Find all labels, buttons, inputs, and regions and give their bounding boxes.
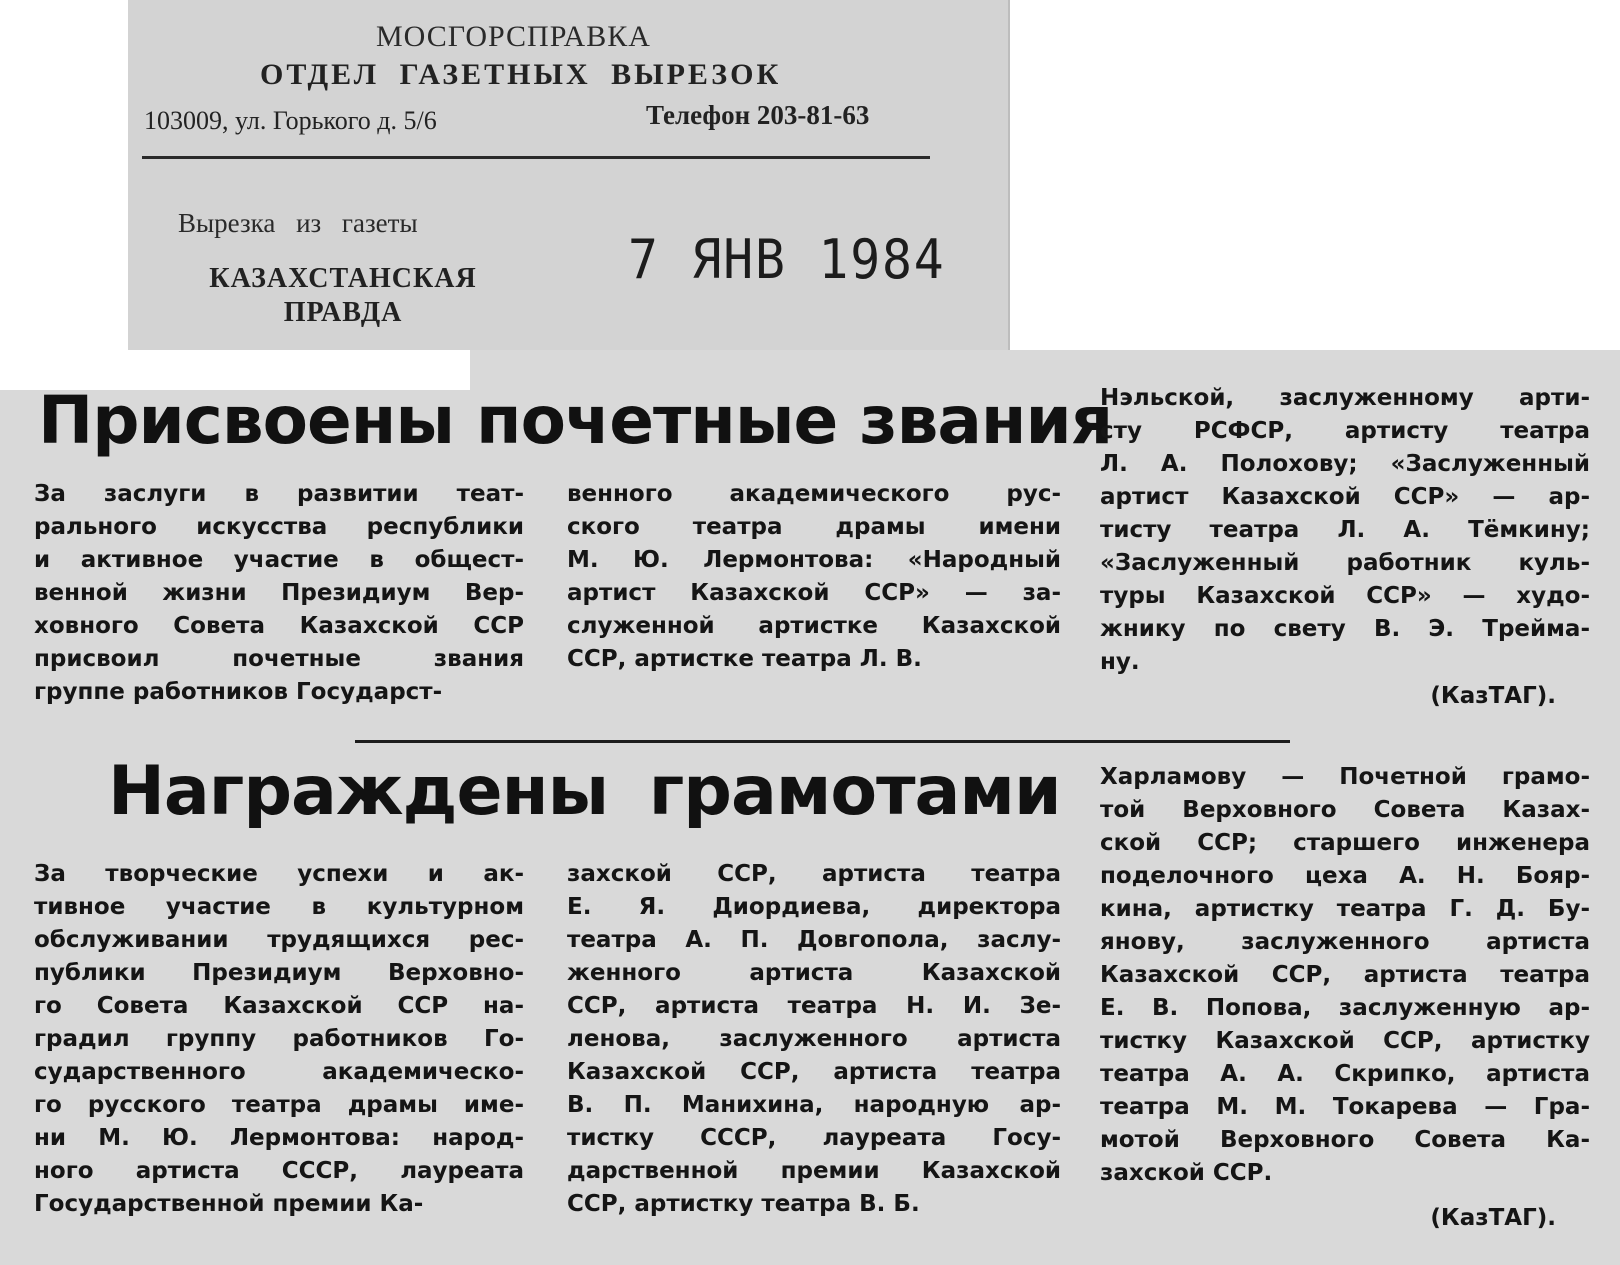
text-line: дарственной премии Казахской bbox=[567, 1158, 1061, 1184]
text-line: Е. Я. Диордиева, директора bbox=[567, 894, 1061, 920]
text-line: тисту театра Л. А. Тёмкину; bbox=[1100, 517, 1590, 543]
text-line: театра А. А. Скрипко, артиста bbox=[1100, 1061, 1590, 1087]
text-line: обслуживании трудящихся рес- bbox=[34, 927, 524, 953]
text-line: градил группу работников Го- bbox=[34, 1026, 524, 1052]
text-line: мотой Верховного Совета Ка- bbox=[1100, 1127, 1590, 1153]
text-line: венной жизни Президиум Вер- bbox=[34, 580, 524, 606]
text-line: ленова, заслуженного артиста bbox=[567, 1026, 1061, 1052]
text-line: ской ССР; старшего инженера bbox=[1100, 830, 1590, 856]
text-line: жнику по свету В. Э. Трейма- bbox=[1100, 616, 1590, 642]
text-line: ну. bbox=[1100, 649, 1140, 675]
text-line: театра М. М. Токарева — Гра- bbox=[1100, 1094, 1590, 1120]
text-line: Е. В. Попова, заслуженную ар- bbox=[1100, 995, 1590, 1021]
text-line: той Верховного Совета Казах- bbox=[1100, 797, 1590, 823]
text-line: ССР, артистку театра В. Б. bbox=[567, 1191, 920, 1217]
text-line: венного академического рус- bbox=[567, 481, 1061, 507]
text-line: ского театра драмы имени bbox=[567, 514, 1061, 540]
article2-headline: Награждены грамотами bbox=[108, 752, 1061, 831]
article2-column-1 bbox=[34, 858, 524, 1221]
article2-source-wrap bbox=[1100, 1202, 1556, 1235]
text-line: Казахской ССР, артиста театра bbox=[567, 1059, 1061, 1085]
text-line: и активное участие в общест- bbox=[34, 547, 524, 573]
text-line: тивное участие в культурном bbox=[34, 894, 524, 920]
text-line: присвоил почетные звания bbox=[34, 646, 524, 672]
text-line: женного артиста Казахской bbox=[567, 960, 1061, 986]
text-line: Харламову — Почетной грамо- bbox=[1100, 764, 1590, 790]
text-line: группе работников Государст- bbox=[34, 679, 443, 705]
article2-column-2 bbox=[567, 858, 1061, 1221]
stamp-paper-line1: КАЗАХСТАНСКАЯ bbox=[209, 263, 477, 294]
text-line: ССР, артиста театра Н. И. Зе- bbox=[567, 993, 1061, 1019]
stamp-divider bbox=[142, 156, 930, 159]
article2-source: (КазТАГ). bbox=[1430, 1205, 1556, 1231]
text-line: Казахской ССР, артиста театра bbox=[1100, 962, 1590, 988]
text-line: захской ССР. bbox=[1100, 1160, 1273, 1186]
text-line: Нэльской, заслуженному арти- bbox=[1100, 385, 1590, 411]
text-line: рального искусства республики bbox=[34, 514, 524, 540]
stamp-org: МОСГОРСПРАВКА bbox=[376, 20, 651, 53]
text-line: ни М. Ю. Лермонтова: народ- bbox=[34, 1125, 524, 1151]
clipping-service-stamp bbox=[128, 0, 1010, 392]
article1-source: (КазТАГ). bbox=[1430, 683, 1556, 709]
text-line: За творческие успехи и ак- bbox=[34, 861, 524, 887]
text-line: Л. А. Полохову; «Заслуженный bbox=[1100, 451, 1590, 477]
stamp-phone: Телефон 203-81-63 bbox=[646, 100, 870, 130]
text-line: кина, артистку театра Г. Д. Бу- bbox=[1100, 896, 1590, 922]
text-line: В. П. Манихина, народную ар- bbox=[567, 1092, 1061, 1118]
text-line: го русского театра драмы име- bbox=[34, 1092, 524, 1118]
article-divider bbox=[355, 740, 1290, 743]
text-line: поделочного цеха А. Н. Бояр- bbox=[1100, 863, 1590, 889]
article1-source-wrap bbox=[1100, 680, 1556, 713]
text-line: театра А. П. Довгопола, заслу- bbox=[567, 927, 1061, 953]
text-line: артист Казахской ССР» — ар- bbox=[1100, 484, 1590, 510]
text-line: сту РСФСР, артисту театра bbox=[1100, 418, 1590, 444]
text-line: туры Казахской ССР» — худо- bbox=[1100, 583, 1590, 609]
text-line: За заслуги в развитии теат- bbox=[34, 481, 524, 507]
text-line: публики Президиум Верховно- bbox=[34, 960, 524, 986]
text-line: тистку СССР, лауреата Госу- bbox=[567, 1125, 1061, 1151]
article1-column-3 bbox=[1100, 382, 1590, 679]
text-line: артист Казахской ССР» — за- bbox=[567, 580, 1061, 606]
text-line: служенной артистке Казахской bbox=[567, 613, 1061, 639]
text-line: «Заслуженный работник куль- bbox=[1100, 550, 1590, 576]
text-line: го Совета Казахской ССР на- bbox=[34, 993, 524, 1019]
stamp-dept: ОТДЕЛ ГАЗЕТНЫХ ВЫРЕЗОК bbox=[260, 58, 782, 91]
article1-column-2 bbox=[567, 478, 1061, 676]
stamp-newspaper-name bbox=[188, 262, 498, 330]
text-line: янову, заслуженного артиста bbox=[1100, 929, 1590, 955]
text-line: М. Ю. Лермонтова: «Народный bbox=[567, 547, 1061, 573]
text-line: ССР, артистке театра Л. В. bbox=[567, 646, 922, 672]
stamp-address: 103009, ул. Горького д. 5/6 bbox=[144, 106, 437, 135]
text-line: ховного Совета Казахской ССР bbox=[34, 613, 524, 639]
text-line: Государственной премии Ка- bbox=[34, 1191, 424, 1217]
text-line: ного артиста СССР, лауреата bbox=[34, 1158, 524, 1184]
text-line: захской ССР, артиста театра bbox=[567, 861, 1061, 887]
article1-headline: Присвоены почетные звания bbox=[38, 382, 1113, 459]
stamp-date: 7 ЯНВ 1984 bbox=[628, 228, 946, 291]
text-line: сударственного академическо- bbox=[34, 1059, 524, 1085]
stamp-paper-line2: ПРАВДА bbox=[283, 297, 403, 328]
article1-column-1 bbox=[34, 478, 524, 709]
article2-column-3 bbox=[1100, 761, 1590, 1190]
text-line: тистку Казахской ССР, артистку bbox=[1100, 1028, 1590, 1054]
stamp-cut-from: Вырезка из газеты bbox=[178, 208, 418, 238]
